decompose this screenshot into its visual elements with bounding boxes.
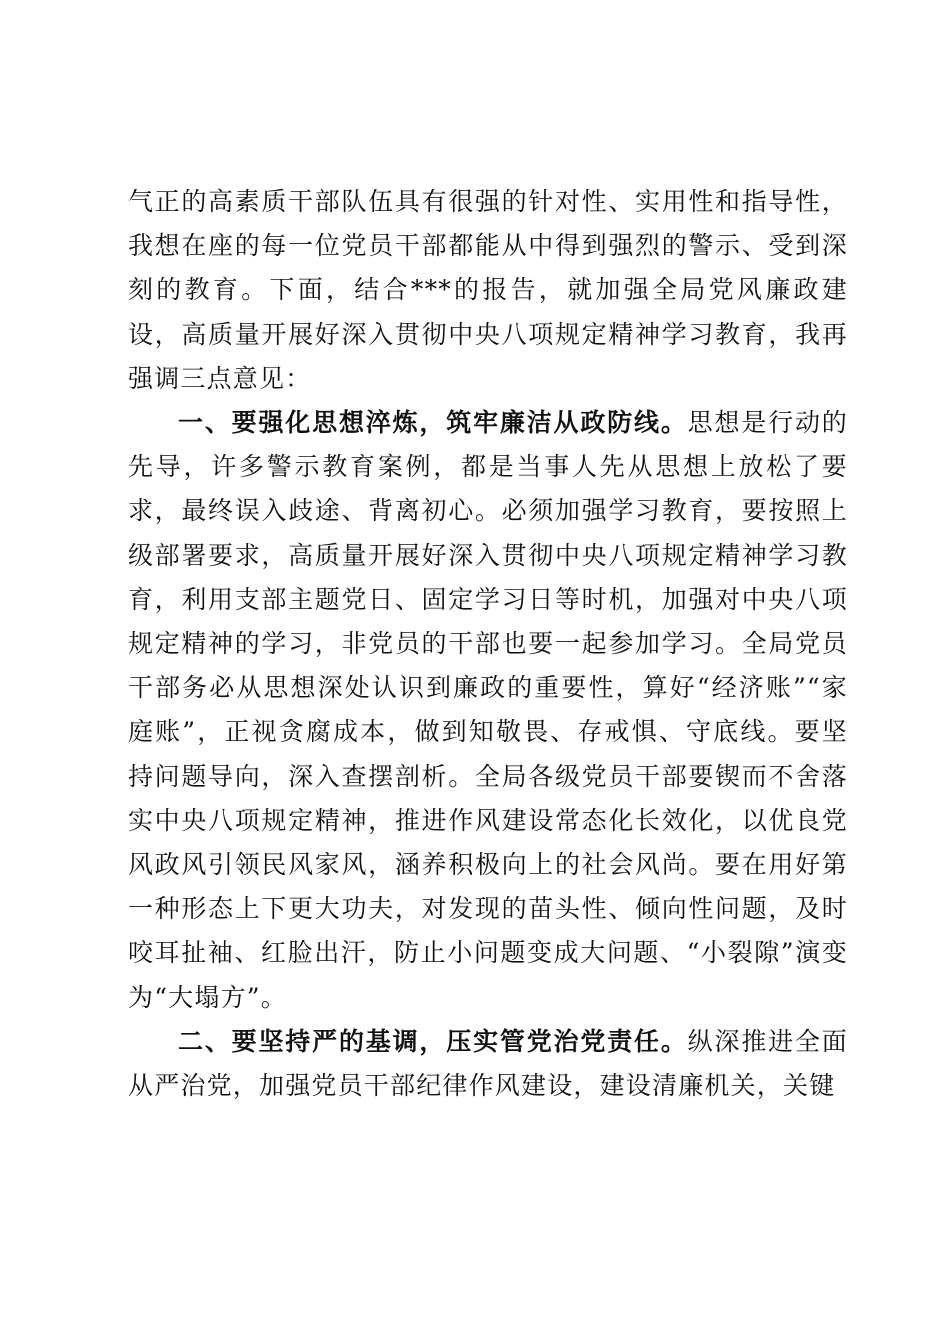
section-one-heading: 一、要强化思想淬炼，筑牢廉洁从政防线。 (178, 408, 688, 438)
document-body (128, 180, 848, 1108)
paragraph-intro-text: 气正的高素质干部队伍具有很强的针对性、实用性和指导性，我想在座的每一位党员干部都能从中得到强烈的警示、受到深刻的教育。下面，结合***的报告，就加强全局党风廉政建设，高质量开展好深入贯彻中央八项规定精神学习教育，我再强调三点意见： (128, 187, 848, 393)
paragraph-section-one (128, 401, 848, 1020)
section-one-text: 思想是行动的先导，许多警示教育案例，都是当事人先从思想上放松了要求，最终误入歧途、背离初心。必须加强学习教育，要按照上级部署要求，高质量开展好深入贯彻中央八项规定精神学习教育，利用支部主题党日、固定学习日等时机，加强对中央八项规定精神的学习，非党员的干部也要一起参加学习。全局党员干部务必从思想深处认识到廉政的重要性，算好“经济账”“家庭账”，正视贪腐成本，做到知敬畏、存戒惧、守底线。要坚持问题导向，深入查摆剖析。全局各级党员干部要锲而不舍落实中央八项规定精神，推进作风建设常态化长效化，以优良党风政风引领民风家风，涵养积极向上的社会风尚。要在用好第一种形态上下更大功夫，对发现的苗头性、倾向性问题，及时咬耳扯袖、红脸出汗，防止小问题变成大问题、“小裂隙”演变为“大塌方”。 (128, 408, 848, 1012)
section-two-heading: 二、要坚持严的基调，压实管党治党责任。 (178, 1026, 688, 1056)
paragraph-intro (128, 180, 848, 401)
section-two-text: 纵深推进全面从严治党，加强党员干部纪律作风建设，建设清廉机关，关键 (128, 1026, 848, 1101)
paragraph-section-two (128, 1020, 848, 1108)
